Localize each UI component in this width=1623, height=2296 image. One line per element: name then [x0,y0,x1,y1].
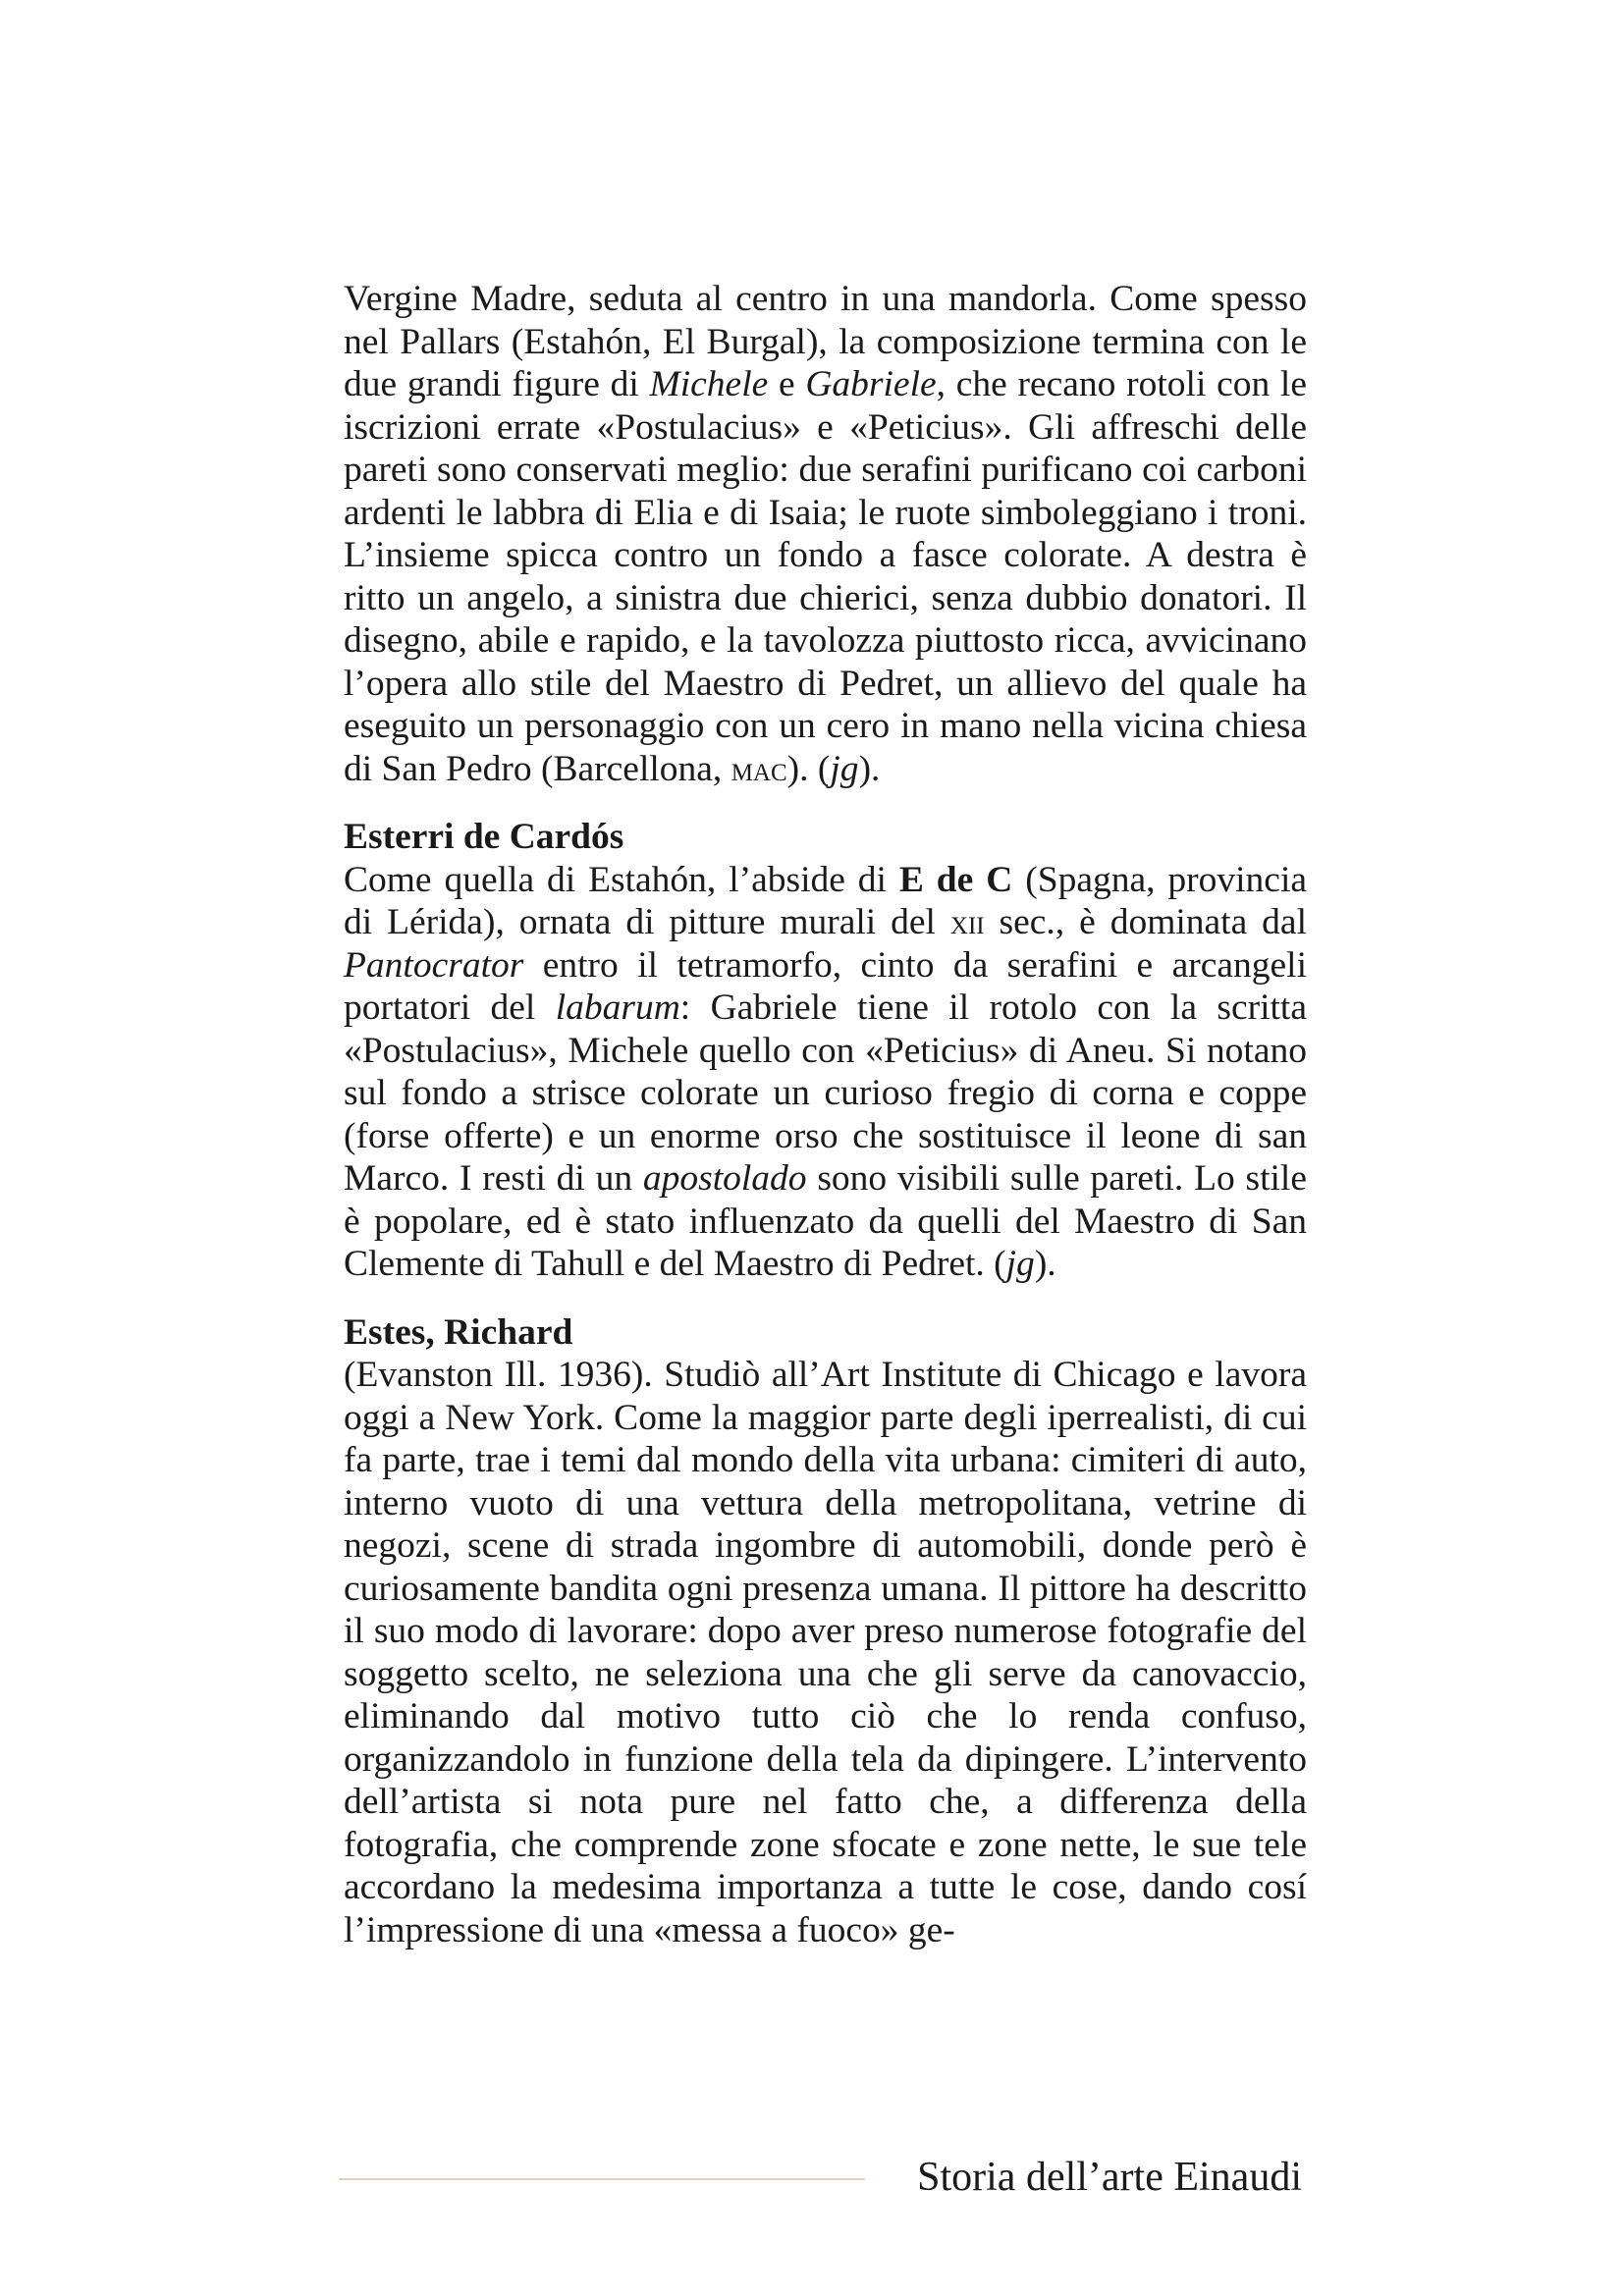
intro-paragraph [344,278,1307,790]
text-run: (Spagna, provincia di Lérida), ornata di pitture murali del [344,859,1308,942]
author-initials: jg [1005,1244,1035,1284]
text-run: Vergine Madre, seduta al centro in una mandorla. Come spesso nel Pallars (Estahón, El Burgal), la composizione termina con le due grandi figure di [344,279,1307,404]
text-run: ). [858,748,881,789]
text-run: e [768,364,806,404]
text-run: , che recano rotoli con le iscrizioni errate «Postulacius» e «Peticius». Gli affreschi delle pareti sono conservati meglio: due serafini purificano coi carboni ardenti le labbra di Elia e di Isaia; le ruote simboleggiano i troni. L’insieme spicca contro un fondo a fasce colorate. A destra è ritto un angelo, a sinistra due chierici, senza dubbio donatori. Il disegno, abile e rapido, e la tavolozza piuttosto ricca, avvicinano l’opera allo stile del Maestro di Pedret, un allievo del quale ha eseguito un personaggio con un cero in mano nella vicina chiesa di San Pedro (Barcellona, [344,364,1307,789]
text-run: sec., è dominata dal [984,902,1307,942]
entry-title: Esterri de Cardós [344,817,624,857]
entry-title: Estes, Richard [344,1311,573,1353]
italic-run: apostolado [642,1158,807,1199]
text-run: sono visibili sulle pareti. Lo stile è popolare, ed è stato influenzato da quelli del Maestro di San Clemente di Tahull e del Maestro di Pedret. ( [344,1158,1307,1284]
bold-run: E de C [898,859,1013,900]
italic-run: Pantocrator [344,944,524,986]
author-initials: jg [830,748,859,789]
text-run: Come quella di Estahón, l’abside di [344,859,899,900]
text-run: : Gabriele tiene il rotolo con la scritta «Postulacius», Michele quello con «Peticius» di Aneu. Si notano sul fondo a strisce colorate un curioso fregio di corna e coppe (forse offerte) e un enorme orso che sostituisce il leone di san Marco. I resti di un [344,988,1307,1199]
text-run: ). [1034,1244,1056,1284]
entry-estes-richard [344,1311,1307,1952]
entry-body [344,859,1307,1286]
italic-run: Michele [649,364,769,404]
footer-rule [339,2178,865,2180]
italic-run: Gabriele [805,364,937,404]
entry-esterri-de-cardos [344,816,1307,1286]
page-body [344,278,1307,1951]
footer-publisher: Storia dell’arte Einaudi [917,2155,1302,2200]
smallcaps-run: mac [730,748,787,788]
text-run: entro il tetramorfo, cinto da serafini e arcangeli portatori del [344,944,1307,1028]
italic-run: labarum [555,988,680,1028]
text-run: ). ( [786,748,831,789]
entry-body: (Evanston Ill. 1936). Studiò all’Art Institute di Chicago e lavora oggi a New York. Come la maggior parte degli iperrealisti, di cui fa parte, trae i temi dal mondo della vita urbana: cimiteri di auto, interno vuoto di una vettura della metropolitana, vetrine di negozi, scene di strada ingombre di automobili, donde però è curiosamente bandita ogni presenza umana. Il pittore ha descritto il suo modo di lavorare: dopo aver preso numerose fotografie del soggetto scelto, ne seleziona una che gli serve da canovaccio, eliminando dal motivo tutto ciò che lo renda confuso, organizzandolo in funzione della tela da dipingere. L’intervento dell’artista si nota pure nel fatto che, a differenza della fotografia, che comprende zone sfocate e zone nette, le sue tele accordano la medesima importanza a tutte le cose, dando cosí l’impressione di una «messa a fuoco» ge- [344,1355,1307,1950]
smallcaps-run: xii [949,902,985,941]
